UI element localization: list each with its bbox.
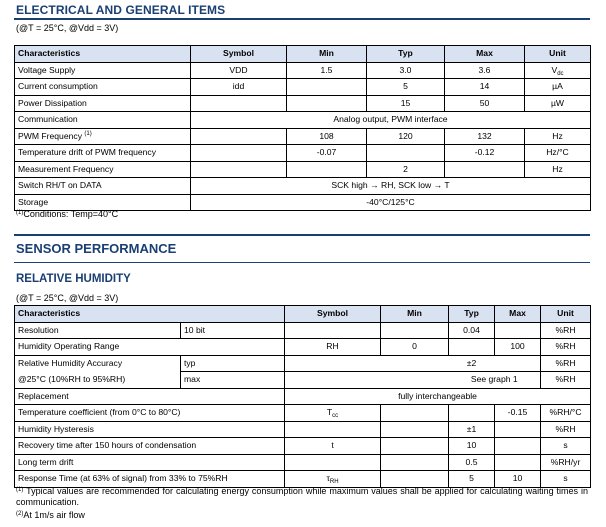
cell-characteristic: Storage [15,194,191,211]
cell-symbol [285,405,381,422]
cell-characteristic: Measurement Frequency [15,161,191,178]
cell-min [287,95,367,112]
cell-max [495,355,541,372]
cell-typ [449,339,495,356]
cell-symbol [285,372,381,389]
table-row [15,471,591,488]
section-title-electrical: ELECTRICAL AND GENERAL ITEMS [16,3,226,17]
cell-unit [525,62,591,79]
cell-unit: %RH [541,322,591,339]
cell-min [381,322,449,339]
title-underline [14,18,590,20]
cell-typ [449,405,495,422]
cell-min [381,421,449,438]
cell-max [495,438,541,455]
table-row [15,438,591,455]
cell-symbol [285,322,381,339]
characteristic-text: PWM Frequency [18,130,82,141]
table-row [15,322,591,339]
cell-characteristic: Temperature drift of PWM frequency [15,145,191,162]
cell-max: -0.15 [495,405,541,422]
cell-min: 108 [287,128,367,145]
cell-unit: µA [525,79,591,96]
cell-unit: Hz [525,128,591,145]
cell-symbol [285,355,381,372]
cell-unit: %RH [541,339,591,356]
cell-characteristic: Resolution [15,322,181,339]
footnote-marker: (1) [16,487,24,493]
unit-text: V [551,64,558,75]
cell-min [381,372,449,389]
cell-characteristic: Long term drift [15,454,285,471]
table-header-row [15,46,591,63]
cell-typ: 0.04 [449,322,495,339]
table-row [15,454,591,471]
table-row [15,112,591,129]
cell-characteristic: Communication [15,112,191,129]
cell-symbol [285,471,381,488]
cell-max: 14 [445,79,525,96]
cell-symbol [191,145,287,162]
footnote-conditions [16,209,118,220]
footnote-air-flow [16,510,85,521]
test-conditions: (@T = 25°C, @Vdd = 3V) [16,293,119,303]
symbol-subscript: RH [329,479,339,486]
cell-characteristic: Voltage Supply [15,62,191,79]
cell-max: 100 [495,339,541,356]
table-header-row [15,306,591,323]
table-row [15,128,591,145]
cell-unit: s [541,471,591,488]
cell-max: 3.6 [445,62,525,79]
cell-unit: %RH [541,372,591,389]
table-row [15,405,591,422]
header-symbol: Symbol [285,306,381,323]
table-row [15,161,591,178]
cell-min [381,405,449,422]
cell-typ: 0.5 [449,454,495,471]
cell-characteristic: Recovery time after 150 hours of condensation [15,438,285,455]
header-unit: Unit [525,46,591,63]
footnote-marker: (1) [84,130,92,137]
footnote-text: Conditions: Temp=40°C [23,209,119,219]
cell-max [445,161,525,178]
cell-symbol [191,95,287,112]
header-characteristics: Characteristics [15,46,191,63]
cell-typ: 10 [449,438,495,455]
cell-unit: Hz/°C [525,145,591,162]
cell-max [495,454,541,471]
cell-min [381,454,449,471]
table-row [15,388,591,405]
section-divider [14,262,590,263]
header-unit: Unit [541,306,591,323]
cell-min: 0 [381,339,449,356]
cell-max [495,421,541,438]
section-title-sensor-performance: SENSOR PERFORMANCE [16,241,177,256]
cell-condition: max [181,372,285,389]
cell-characteristic: Replacement [15,388,285,405]
cell-condition: 10 bit [181,322,285,339]
cell-symbol [285,454,381,471]
cell-min [287,79,367,96]
header-min: Min [287,46,367,63]
header-min: Min [381,306,449,323]
cell-symbol [285,421,381,438]
table-row [15,95,591,112]
cell-symbol: VDD [191,62,287,79]
symbol-text: T [326,407,333,418]
cell-max: 10 [495,471,541,488]
cell-symbol: idd [191,79,287,96]
cell-min: -0.07 [287,145,367,162]
cell-typ: ±2 [449,355,495,372]
table-row [15,355,591,372]
cell-max: 50 [445,95,525,112]
table-row [15,178,591,195]
cell-characteristic: Switch RH/T on DATA [15,178,191,195]
test-conditions: (@T = 25°C, @Vdd = 3V) [16,23,119,33]
header-characteristics: Characteristics [15,306,285,323]
cell-unit: %RH [541,421,591,438]
cell-unit: %RH/°C [541,405,591,422]
cell-characteristic [15,128,191,145]
cell-unit: µW [525,95,591,112]
header-max: Max [445,46,525,63]
cell-characteristic: Temperature coefficient (from 0°C to 80°C) [15,405,285,422]
cell-span-value: SCK high → RH, SCK low → T [191,178,591,195]
electrical-spec-table [14,45,591,211]
footnote-typical-values [16,486,588,507]
header-typ: Typ [367,46,445,63]
cell-min [287,161,367,178]
cell-symbol [191,128,287,145]
subsection-title-humidity: RELATIVE HUMIDITY [16,273,131,285]
cell-characteristic: Current consumption [15,79,191,96]
cell-typ: 5 [367,79,445,96]
cell-span-value: fully interchangeable [285,388,591,405]
cell-span-value: -40°C/125°C [191,194,591,211]
cell-condition: typ [181,355,285,372]
cell-typ: ±1 [449,421,495,438]
cell-max: -0.12 [445,145,525,162]
cell-max [495,322,541,339]
table-row [15,145,591,162]
cell-typ [367,145,445,162]
footnote-text: Typical values are recommended for calculating energy consumption while maximum values shall be applied for calculating waiting times in communication. [16,486,588,507]
cell-unit: %RH/yr [541,454,591,471]
cell-characteristic-continued: @25°C (10%RH to 95%RH) [15,372,181,389]
cell-symbol: RH [285,339,381,356]
cell-typ: 15 [367,95,445,112]
table-row [15,62,591,79]
header-typ: Typ [449,306,495,323]
unit-subscript: dc [557,70,564,77]
symbol-subscript: cc [332,413,339,420]
cell-unit: s [541,438,591,455]
footnote-marker: (1) [16,210,24,216]
table-row [15,421,591,438]
cell-typ: 2 [367,161,445,178]
cell-typ: See graph 1 [449,372,541,389]
footnote-text: At 1m/s air flow [23,510,85,520]
footnote-marker: (2) [16,511,24,517]
cell-min: 1.5 [287,62,367,79]
humidity-spec-table [14,305,591,488]
header-symbol: Symbol [191,46,287,63]
table-row [15,372,591,389]
table-row [15,79,591,96]
cell-symbol [191,161,287,178]
cell-unit: %RH [541,355,591,372]
cell-characteristic: Response Time (at 63% of signal) from 33% to 75%RH [15,471,285,488]
cell-span-value: Analog output, PWM interface [191,112,591,129]
section-divider [14,234,590,236]
cell-min [381,471,449,488]
header-max: Max [495,306,541,323]
table-row [15,339,591,356]
cell-characteristic: Humidity Operating Range [15,339,285,356]
cell-min [381,438,449,455]
cell-min [381,355,449,372]
cell-characteristic: Relative Humidity Accuracy [15,355,181,372]
symbol-text: τ [326,473,330,484]
cell-characteristic: Power Dissipation [15,95,191,112]
cell-typ: 5 [449,471,495,488]
cell-symbol: t [285,438,381,455]
cell-unit: Hz [525,161,591,178]
cell-typ: 3.0 [367,62,445,79]
cell-typ: 120 [367,128,445,145]
cell-characteristic: Humidity Hysteresis [15,421,285,438]
cell-max: 132 [445,128,525,145]
